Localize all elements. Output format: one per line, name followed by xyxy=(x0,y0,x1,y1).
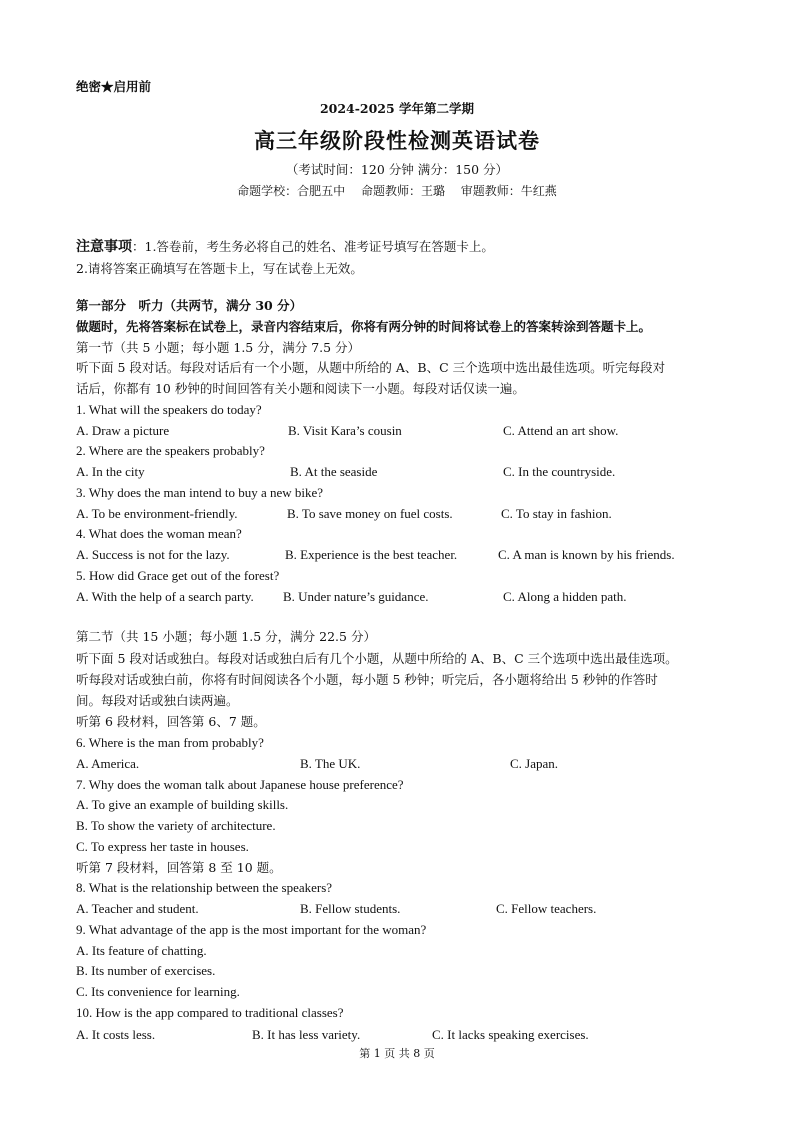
q3-option-a: A. To be environment-friendly. xyxy=(76,506,238,521)
q4-option-a: A. Success is not for the lazy. xyxy=(76,547,230,562)
section2-directions-3: 间。每段对话或独白读两遍。 xyxy=(76,693,239,708)
authors-line: 命题学校：合肥五中 命题教师：王璐 审题教师：牛红燕 xyxy=(237,184,557,198)
q9-option-a: A. Its feature of chatting. xyxy=(76,943,207,958)
q5-option-a: A. With the help of a search party. xyxy=(76,589,254,604)
page-number: 第 1 页 共 8 页 xyxy=(359,1047,435,1060)
q7-option-b: B. To show the variety of architecture. xyxy=(76,818,276,833)
question-2: 2. Where are the speakers probably? xyxy=(76,443,265,458)
term-label: 2024-2025 学年第二学期 xyxy=(319,101,475,116)
q1-option-a: A. Draw a picture xyxy=(76,423,170,438)
section1-directions-2: 话后，你都有 10 秒钟的时间回答有关小题和阅读下一小题。每段对话仅读一遍。 xyxy=(76,381,525,396)
q8-option-b: B. Fellow students. xyxy=(300,901,401,916)
page-title: 高三年级阶段性检测英语试卷 xyxy=(254,128,540,153)
q10-option-c: C. It lacks speaking exercises. xyxy=(432,1027,589,1042)
q6-option-b: B. The UK. xyxy=(300,756,361,771)
part1-instruction: 做题时，先将答案标在试卷上，录音内容结束后，你将有两分钟的时间将试卷上的答案转涂到答题卡上。 xyxy=(76,319,652,334)
q2-option-a: A. In the city xyxy=(76,464,145,479)
q4-option-c: C. A man is known by his friends. xyxy=(498,547,675,562)
question-3: 3. Why does the man intend to buy a new bike? xyxy=(76,485,324,500)
q8-option-c: C. Fellow teachers. xyxy=(496,901,597,916)
q6-option-c: C. Japan. xyxy=(510,756,559,771)
q5-option-c: C. Along a hidden path. xyxy=(503,589,627,604)
question-9: 9. What advantage of the app is the most important for the woman? xyxy=(76,922,427,937)
question-7: 7. Why does the woman talk about Japanese house preference? xyxy=(76,777,404,792)
question-8: 8. What is the relationship between the speakers? xyxy=(76,880,333,895)
section1-directions-1: 听下面 5 段对话。每段对话后有一个小题，从题中所给的 A、B、C 三个选项中选出最佳选项。听完每段对 xyxy=(76,360,666,375)
material-6-label: 听第 6 段材料，回答第 6、7 题。 xyxy=(76,714,266,729)
material-7-label: 听第 7 段材料，回答第 8 至 10 题。 xyxy=(76,860,282,875)
question-4: 4. What does the woman mean? xyxy=(76,526,242,541)
q2-option-c: C. In the countryside. xyxy=(503,464,616,479)
q8-option-a: A. Teacher and student. xyxy=(76,901,199,916)
q7-option-a: A. To give an example of building skills. xyxy=(76,797,289,812)
q9-option-c: C. Its convenience for learning. xyxy=(76,984,240,999)
q4-option-b: B. Experience is the best teacher. xyxy=(285,547,458,562)
question-6: 6. Where is the man from probably? xyxy=(76,735,264,750)
question-10: 10. How is the app compared to traditional classes? xyxy=(76,1005,344,1020)
part1-title: 第一部分 听力（共两节，满分 30 分） xyxy=(76,298,303,313)
q1-option-c: C. Attend an art show. xyxy=(503,423,619,438)
q10-option-a: A. It costs less. xyxy=(76,1027,156,1042)
q2-option-b: B. At the seaside xyxy=(290,464,378,479)
confidential-label: 绝密★启用前 xyxy=(76,79,152,94)
notice-text-1: ：1.答卷前，考生务必将自己的姓名、准考证号填写在答题卡上。 xyxy=(132,239,494,254)
question-1: 1. What will the speakers do today? xyxy=(76,402,262,417)
q7-option-c: C. To express her taste in houses. xyxy=(76,839,249,854)
q9-option-b: B. Its number of exercises. xyxy=(76,963,216,978)
notice-label: 注意事项 xyxy=(76,239,132,255)
notice-line-2: 2.请将答案正确填写在答题卡上，写在试卷上无效。 xyxy=(76,261,363,276)
section1-title: 第一节（共 5 小题；每小题 1.5 分，满分 7.5 分） xyxy=(76,340,361,355)
q1-option-b: B. Visit Kara’s cousin xyxy=(288,423,402,438)
section2-directions-1: 听下面 5 段对话或独白。每段对话或独白后有几个小题，从题中所给的 A、B、C 三个选项中选出最佳选项。 xyxy=(76,651,678,666)
question-5: 5. How did Grace get out of the forest? xyxy=(76,568,280,583)
q10-option-b: B. It has less variety. xyxy=(252,1027,361,1042)
section2-title: 第二节（共 15 小题；每小题 1.5 分，满分 22.5 分） xyxy=(76,629,376,644)
q6-option-a: A. America. xyxy=(76,756,140,771)
notice-line-1 xyxy=(76,239,494,255)
q3-option-b: B. To save money on fuel costs. xyxy=(287,506,453,521)
section2-directions-2: 听每段对话或独白前，你将有时间阅读各个小题，每小题 5 秒钟；听完后，各小题将给出 5 秒钟的作答时 xyxy=(76,672,658,687)
exam-info: （考试时间：120 分钟 满分：150 分） xyxy=(285,162,509,177)
q3-option-c: C. To stay in fashion. xyxy=(501,506,612,521)
q5-option-b: B. Under nature’s guidance. xyxy=(283,589,429,604)
